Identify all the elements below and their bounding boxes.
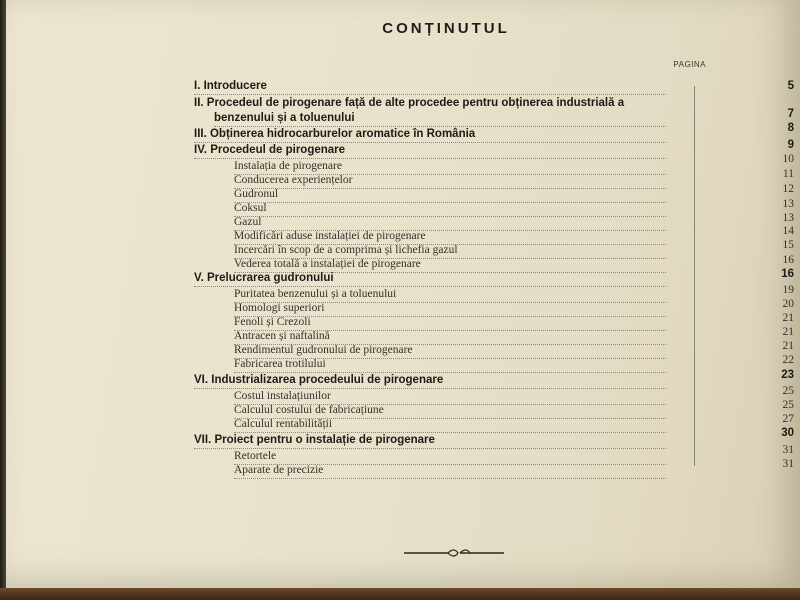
toc-entry [6, 139, 800, 158]
toc-entry-page: 14 [782, 225, 794, 237]
toc-entry-title: Fenoli și Crezoli [234, 314, 666, 331]
toc-entry-title: VI. Industrializarea procedeului de pirogenare [194, 372, 666, 389]
toc-entry-title: VII. Proiect pentru o instalație de pirogenare [194, 432, 666, 449]
table-surface [0, 588, 800, 600]
toc-entry-title: Retortele [234, 448, 666, 465]
toc-entry-page: 31 [782, 444, 794, 456]
toc-entry-page: 27 [782, 413, 794, 425]
toc-entry [6, 270, 800, 286]
toc-entry-title: II. Procedeul de pirogenare față de alte procedee pentru obținerea industrială a [194, 97, 625, 109]
toc-entry-title: Homologi superiori [234, 300, 666, 317]
toc-entry [6, 78, 800, 94]
toc-entry-title: Fabricarea trotilului [234, 356, 666, 373]
toc-entry-page: 7 [787, 108, 794, 120]
ornament-divider [404, 546, 504, 560]
toc-entry-page: 23 [781, 369, 794, 381]
toc-entry [6, 122, 800, 142]
document-page [6, 0, 800, 590]
toc-entry [6, 369, 800, 388]
toc-entry-page: 21 [782, 326, 794, 338]
toc-entry-title: Calculul rentabilității [234, 416, 666, 433]
toc-entry-title: Aparate de precizie [234, 462, 666, 479]
toc-entry-title: Incercări în scop de a comprima și lichefia gazul [234, 242, 666, 259]
toc-entry [6, 458, 800, 478]
toc-entry-page: 10 [782, 153, 794, 165]
toc-entry [6, 413, 800, 432]
toc-entry-page: 21 [782, 312, 794, 324]
toc-entry-page: 19 [782, 284, 794, 296]
toc-entry-title: Calculul costului de fabricațiune [234, 402, 666, 419]
toc-entry-title: Puritatea benzenului și a toluenului [234, 286, 666, 303]
toc-entry-title: Costul instalațiunilor [234, 388, 666, 405]
toc-entry-title: I. Introducere [194, 78, 666, 95]
toc-entry-title: Vederea totală a instalației de pirogenare [234, 256, 666, 273]
toc-entry-title: Instalația de pirogenare [234, 158, 666, 175]
column-header-pagina: PAGINA [673, 60, 706, 69]
toc-entry-page: 11 [782, 168, 794, 180]
toc-entry-page: 9 [787, 139, 794, 151]
toc-entry-title: III. Obținerea hidrocarburelor aromatice în România [194, 126, 666, 143]
toc-entry-page: 13 [782, 198, 794, 210]
toc-entry-title: Modificări aduse instalației de pirogenare [234, 228, 666, 245]
toc-entry-title: Rendimentul gudronului de pirogenare [234, 342, 666, 359]
toc-entry-title: IV. Procedeul de pirogenare [194, 142, 666, 159]
toc-entry-page: 22 [782, 354, 794, 366]
toc-entry-page: 5 [787, 80, 794, 92]
toc-entry-page: 25 [782, 385, 794, 397]
toc-entry [6, 110, 800, 126]
toc-entry-title: Gudronul [234, 186, 666, 203]
toc-entry [6, 427, 800, 448]
toc-entry-title: benzenului și a toluenului [214, 110, 666, 127]
toc-entry-title: V. Prelucrarea gudronului [194, 270, 666, 287]
toc-entry-page: 8 [787, 122, 794, 134]
toc-entry-page: 12 [782, 183, 794, 195]
toc-entry-page: 25 [782, 399, 794, 411]
toc-entry-page: 16 [782, 254, 794, 266]
toc-entry-title: Antracen și naftalină [234, 328, 666, 345]
toc-entry [6, 95, 800, 111]
toc-entry-page: 30 [781, 427, 794, 439]
toc-entry-title: Gazul [234, 214, 666, 231]
toc-entry-title: Conducerea experiențelor [234, 172, 666, 189]
toc-entry-page: 16 [781, 268, 794, 280]
page-title: CONȚINUTUL [382, 20, 510, 37]
toc-entry-page: 13 [782, 212, 794, 224]
toc-entry-title: Coksul [234, 200, 666, 217]
toc-entry-page: 20 [782, 298, 794, 310]
toc-entry-page: 15 [782, 239, 794, 251]
toc-entry-page: 21 [782, 340, 794, 352]
toc-entry-page: 31 [782, 458, 794, 470]
toc-entry [6, 356, 800, 372]
